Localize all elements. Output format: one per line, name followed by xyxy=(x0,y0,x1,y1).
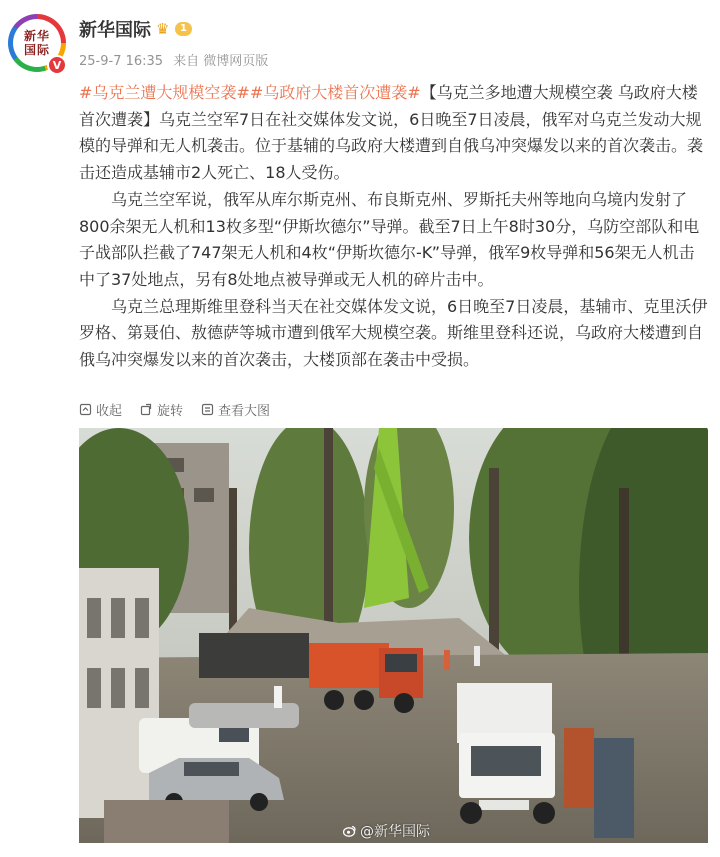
post-content xyxy=(79,80,709,374)
avatar-text-line2: 国际 xyxy=(23,43,50,57)
view-large-label: 查看大图 xyxy=(218,403,271,419)
image-toolbar xyxy=(79,398,288,420)
collapse-button[interactable] xyxy=(79,400,122,419)
post-meta xyxy=(79,50,268,69)
weibo-logo-icon xyxy=(343,824,357,838)
paragraph-1-text: 【乌克兰多地遭大规模空袭 乌政府大楼首次遭袭】乌克兰空军7日在社交媒体发文说，6日晚至7日凌晨，俄军对乌克兰发动大规模的导弹和无人机袭击。位于基辅的乌政府大楼遭到自俄乌冲突爆发以来的首次袭击。袭击还造成基辅市2人死亡、18人受伤。 xyxy=(79,83,704,183)
vip-badge[interactable] xyxy=(156,19,192,39)
topic-link[interactable]: #乌政府大楼首次遭袭# xyxy=(249,83,421,102)
collapse-icon xyxy=(79,403,92,416)
verified-badge-icon: V xyxy=(47,55,67,75)
avatar-text-line1: 新华 xyxy=(23,29,50,43)
view-large-icon xyxy=(201,403,214,416)
post-source: 来自 微博网页版 xyxy=(173,54,269,69)
watermark-text: @新华国际 xyxy=(360,824,430,840)
post-header xyxy=(0,0,720,80)
image-watermark xyxy=(343,821,430,841)
topic-link[interactable]: #乌克兰遭大规模空袭# xyxy=(79,83,250,102)
vip-level: 1 xyxy=(175,22,192,36)
collapse-label: 收起 xyxy=(96,403,123,419)
white-truck xyxy=(457,683,555,824)
paragraph-2: 乌克兰空军说，俄军从库尔斯克州、布良斯克州、罗斯托夫州等地向乌境内发射了800余架无人机和13枚多型“伊斯坎德尔”导弹。截至7日上午8时30分，乌防空部队和电子战部队拦截了747架无人机和4枚“伊斯坎德尔-K”导弹，俄军9枚导弹和56架无人机击中了37处地点，另有8处地点被导弹或无人机的碎片击中。 xyxy=(79,189,700,289)
crown-icon: ♛ xyxy=(156,20,170,38)
paragraph-3: 乌克兰总理斯维里登科当天在社交媒体发文说，6日晚至7日凌晨，基辅市、克里沃伊罗格、第聂伯、敖德萨等城市遭到俄军大规模空袭。斯维里登科还说，乌政府大楼遭到自俄乌冲突爆发以来的首次袭击，大楼顶部在袭击中受损。 xyxy=(79,296,708,370)
view-large-button[interactable] xyxy=(201,400,270,419)
post-time[interactable]: 25-9-7 16:35 xyxy=(79,54,164,69)
rotate-label: 旋转 xyxy=(157,403,184,419)
rotate-icon xyxy=(140,403,153,416)
username[interactable]: 新华国际 xyxy=(79,20,151,41)
orange-dump-truck xyxy=(309,643,423,713)
rotate-button[interactable] xyxy=(140,400,183,419)
paragraph-1 xyxy=(79,80,709,187)
photo-scene xyxy=(79,428,708,843)
post-photo[interactable] xyxy=(79,428,708,843)
